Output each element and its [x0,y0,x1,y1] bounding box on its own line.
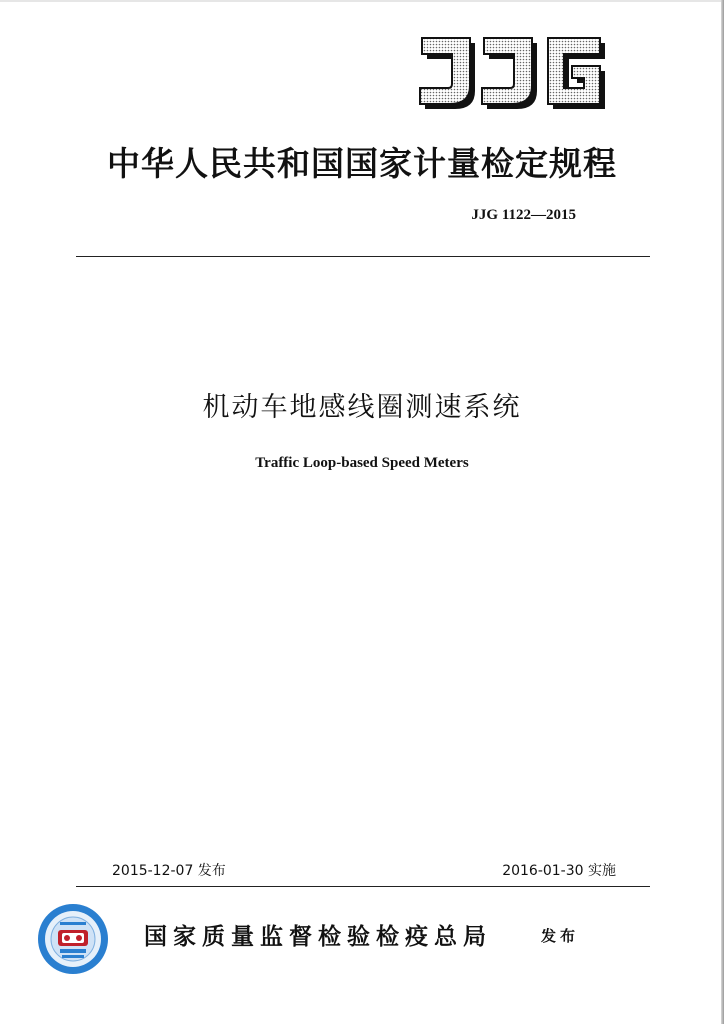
seal-graphic [36,902,110,976]
publisher-suffix: 发布 [541,927,580,945]
jjg-logo [414,34,610,110]
standard-code: JJG 1122—2015 [471,207,576,223]
jjg-logo-graphic [414,34,610,110]
top-divider [76,256,650,257]
publisher-name: 国家质量监督检验检疫总局 [144,923,492,950]
document-title-en: Traffic Loop-based Speed Meters [255,455,469,471]
issue-date: 2015-12-07 发布 [112,863,226,879]
effective-date: 2016-01-30 实施 [502,863,616,879]
anti-counterfeit-seal [36,902,110,976]
document-title-cn: 机动车地感线圈测速系统 [202,392,522,423]
main-title: 中华人民共和国国家计量检定规程 [107,144,617,183]
bottom-divider [76,886,650,887]
page-edge-top [0,0,724,2]
